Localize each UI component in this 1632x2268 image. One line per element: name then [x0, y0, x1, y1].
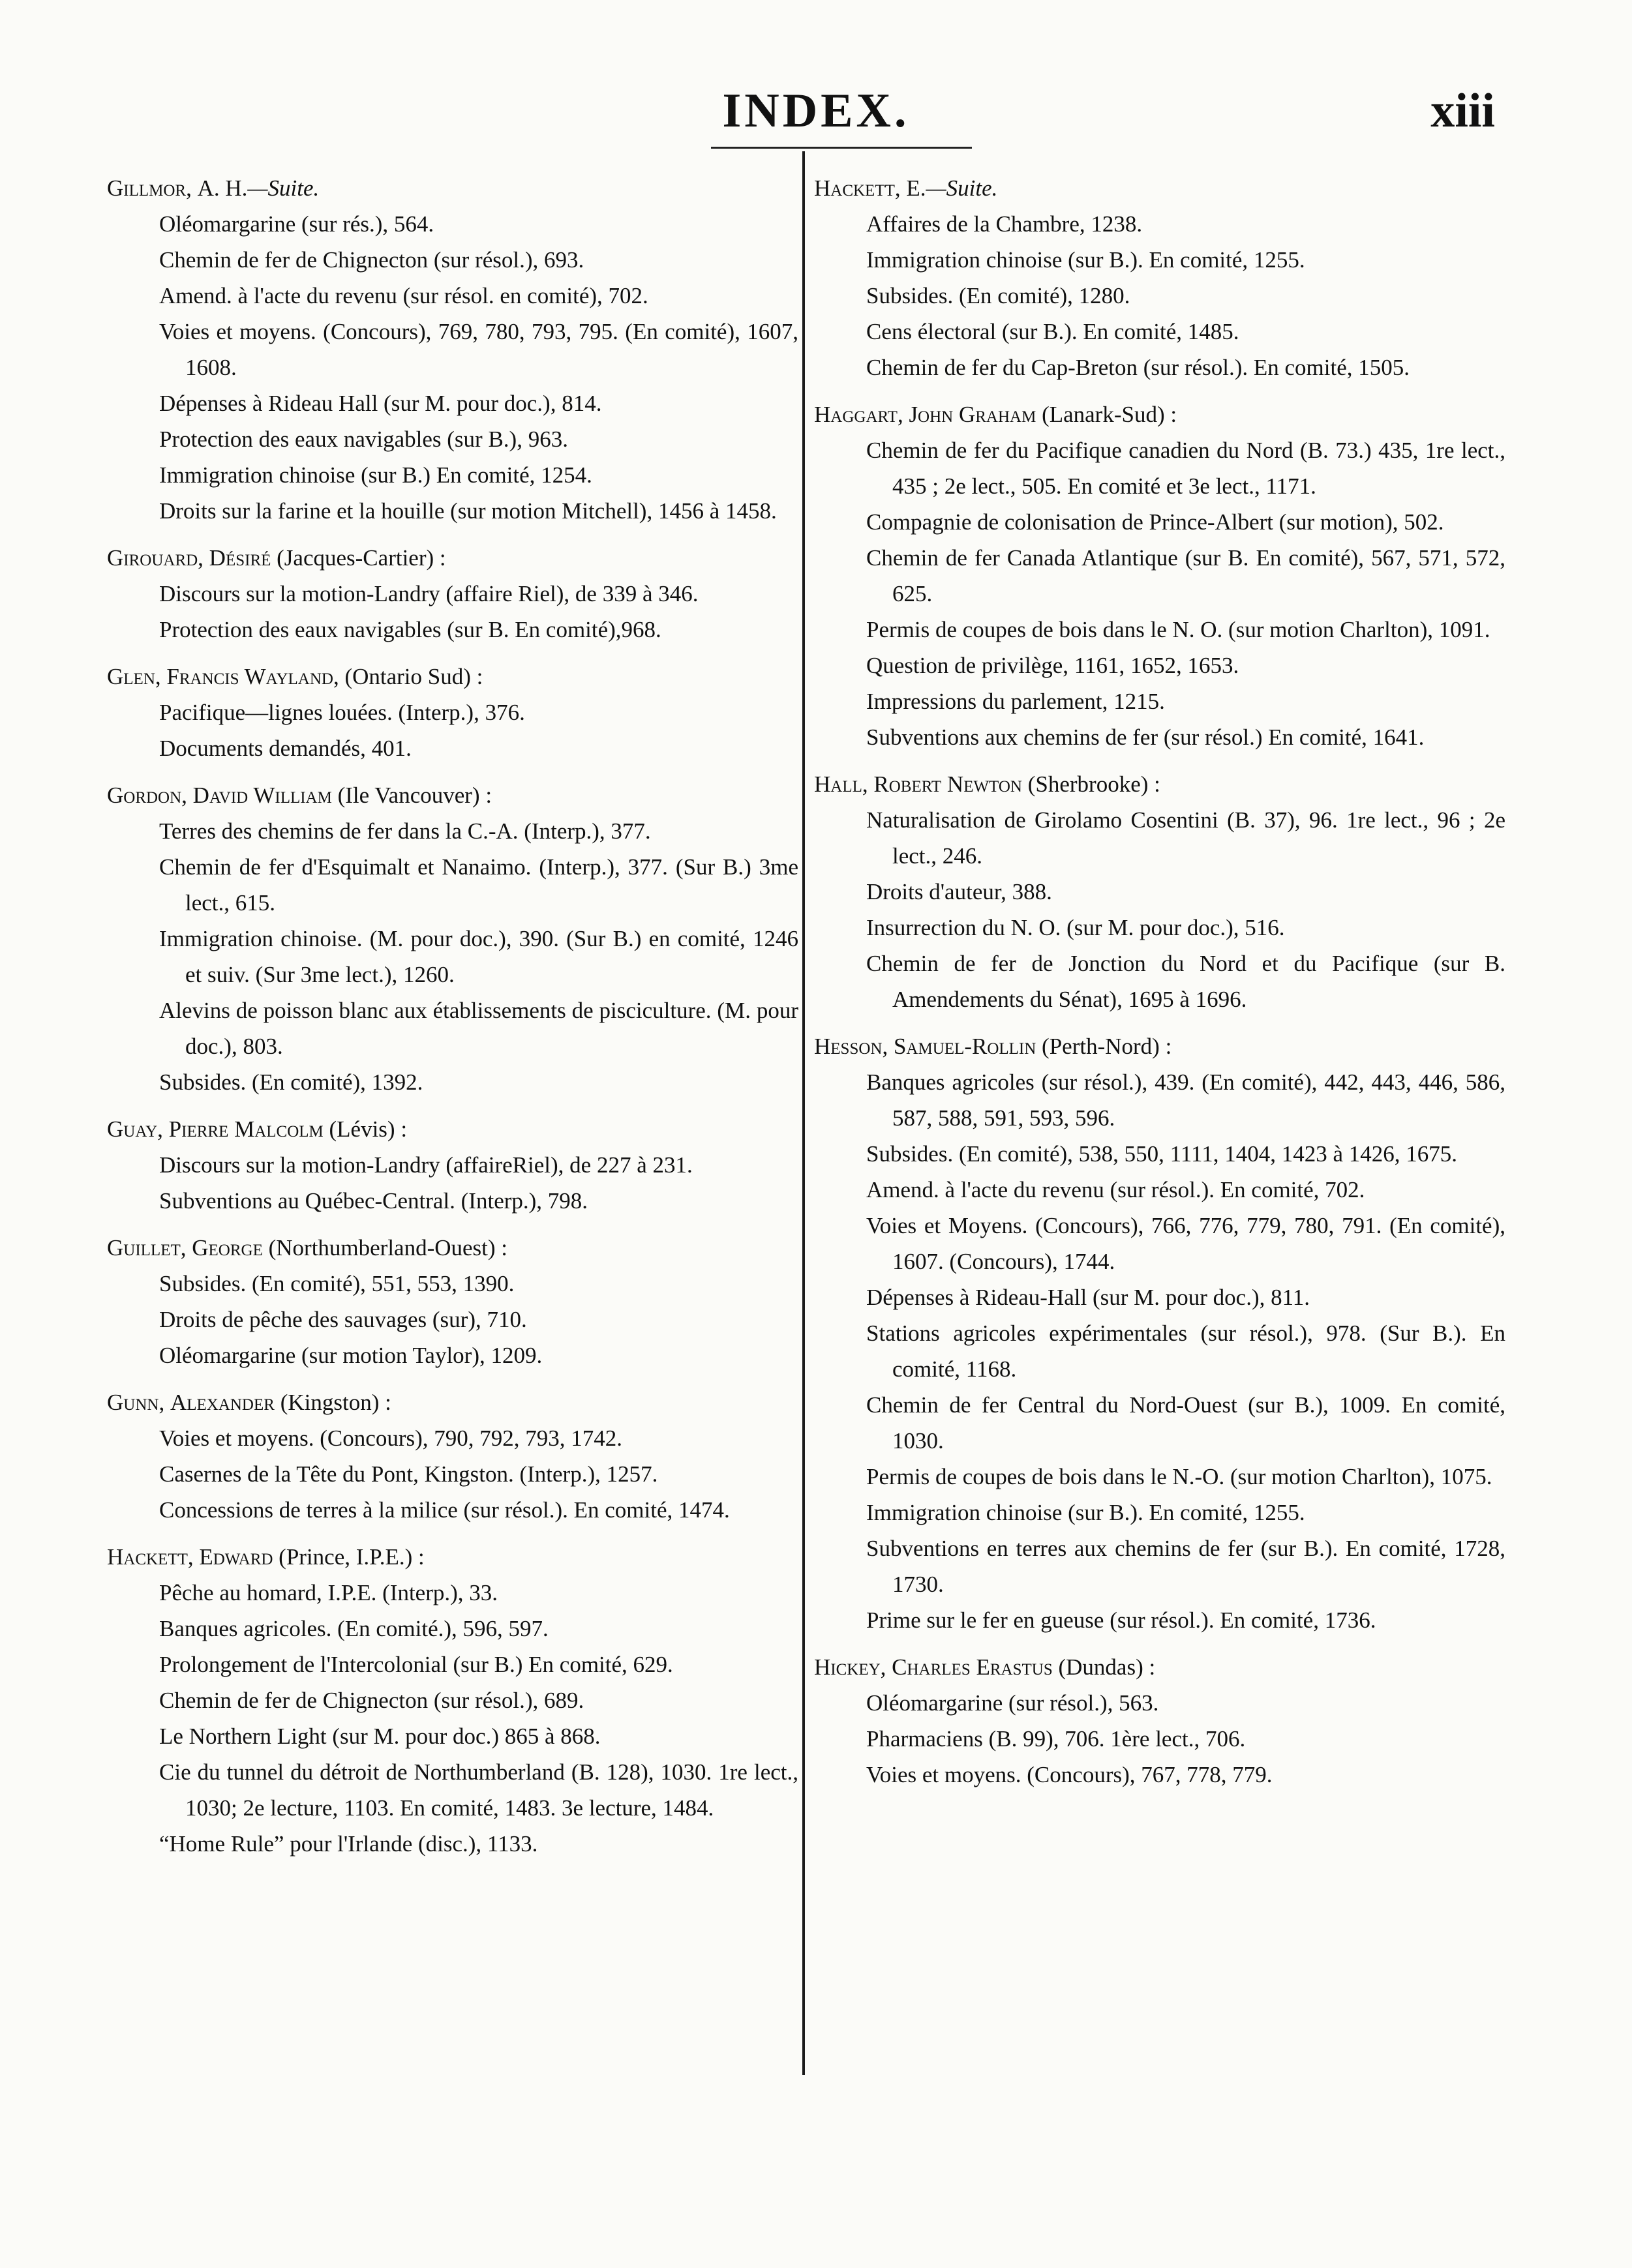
entry-heading: Gillmor, A. H.—Suite. [107, 175, 320, 201]
entry-heading: Hackett, E.—Suite. [814, 175, 998, 201]
entry-given-name: A. H. [197, 175, 248, 201]
entry-given-name: E. [906, 175, 926, 201]
page-title: INDEX. [722, 84, 910, 138]
entry-suffix: —Suite. [247, 175, 320, 201]
entry-item: Pharmaciens (B. 99), 706. 1ère lect., 706. [866, 1726, 1246, 1752]
entry-suffix: (Dundas) : [1052, 1654, 1156, 1680]
entry-item: Pêche au homard, I.P.E. (Interp.), 33. [159, 1580, 498, 1605]
entry-surname: Hackett [107, 1544, 188, 1570]
entry-item: Chemin de fer d'Esquimalt et Nanaimo. (Interp.), 377. (Sur B.) 3me lect., 615. [159, 854, 798, 916]
entry-surname: Hickey [814, 1654, 881, 1680]
entry-item: Subventions aux chemins de fer (sur résol.) En comité, 1641. [866, 724, 1425, 750]
entry-item: Protection des eaux navigables (sur B. En comité),968. [159, 617, 661, 642]
index-entry [814, 1029, 1505, 1638]
entry-item: Voies et Moyens. (Concours), 766, 776, 779, 780, 791. (En comité), 1607. (Concours), 1744. [866, 1213, 1505, 1274]
page-number: xiii [1430, 84, 1495, 138]
entry-item: Impressions du parlement, 1215. [866, 689, 1165, 714]
index-entry [107, 1385, 798, 1528]
entry-given-name: Désiré [209, 545, 271, 571]
entry-item: Droits sur la farine et la houille (sur motion Mitchell), 1456 à 1458. [159, 498, 777, 524]
entry-item: Chemin de fer de Chignecton (sur résol.), 689. [159, 1688, 584, 1713]
index-entry [107, 1231, 798, 1373]
entry-heading: Hall, Robert Newton (Sherbrooke) : [814, 771, 1160, 797]
header-rule [711, 147, 972, 149]
entry-item: Oléomargarine (sur rés.), 564. [159, 211, 434, 237]
entry-given-name: Samuel-Rollin [893, 1034, 1036, 1059]
entry-given-name: David William [192, 783, 332, 808]
entry-heading: Gordon, David William (Ile Vancouver) : [107, 783, 492, 808]
entry-item: Chemin de fer Central du Nord-Ouest (sur B.), 1009. En comité, 1030. [866, 1392, 1505, 1454]
entry-suffix: (Kingston) : [274, 1390, 391, 1415]
entry-surname: Girouard [107, 545, 198, 571]
right-column [814, 171, 1505, 1804]
entry-given-name: Charles Erastus [892, 1654, 1053, 1680]
entry-item: “Home Rule” pour l'Irlande (disc.), 1133. [159, 1831, 538, 1857]
entry-heading: Hackett, Edward (Prince, I.P.E.) : [107, 1544, 425, 1570]
entry-heading: Girouard, Désiré (Jacques-Cartier) : [107, 545, 446, 571]
entry-surname: Gunn [107, 1390, 159, 1415]
index-entry [107, 659, 798, 766]
entry-item: Dépenses à Rideau-Hall (sur M. pour doc.), 811. [866, 1285, 1310, 1310]
index-entry [107, 778, 798, 1100]
entry-suffix: (Lévis) : [323, 1116, 408, 1142]
entry-item: Le Northern Light (sur M. pour doc.) 865 à 868. [159, 1723, 601, 1749]
index-entry [107, 171, 798, 529]
entry-item: Concessions de terres à la milice (sur résol.). En comité, 1474. [159, 1497, 730, 1523]
entry-item: Droits d'auteur, 388. [866, 879, 1052, 904]
entry-item: Prime sur le fer en gueuse (sur résol.). En comité, 1736. [866, 1607, 1376, 1633]
index-entry [814, 1650, 1505, 1793]
entry-suffix: (Sherbrooke) : [1022, 771, 1160, 797]
entry-heading: Hickey, Charles Erastus (Dundas) : [814, 1654, 1156, 1680]
entry-item: Protection des eaux navigables (sur B.), 963. [159, 426, 568, 452]
entry-suffix: (Northumberland-Ouest) : [262, 1235, 508, 1261]
entry-item: Subventions au Québec-Central. (Interp.), 798. [159, 1188, 588, 1214]
entry-suffix: (Jacques-Cartier) : [271, 545, 446, 571]
entry-item: Casernes de la Tête du Pont, Kingston. (Interp.), 1257. [159, 1461, 658, 1487]
entry-item: Voies et moyens. (Concours), 769, 780, 793, 795. (En comité), 1607, 1608. [159, 319, 798, 380]
entry-item: Stations agricoles expérimentales (sur résol.), 978. (Sur B.). En comité, 1168. [866, 1321, 1505, 1382]
entry-suffix: —Suite. [926, 175, 998, 201]
entry-item: Discours sur la motion-Landry (affaireRiel), de 227 à 231. [159, 1152, 693, 1178]
entry-item: Insurrection du N. O. (sur M. pour doc.), 516. [866, 915, 1285, 940]
entry-item: Chemin de fer du Cap-Breton (sur résol.). En comité, 1505. [866, 355, 1410, 380]
entry-suffix: , (Ontario Sud) : [333, 664, 483, 689]
entry-item: Immigration chinoise (sur B.). En comité, 1255. [866, 247, 1305, 273]
entry-item: Naturalisation de Girolamo Cosentini (B. 37), 96. 1re lect., 96 ; 2e lect., 246. [866, 807, 1505, 869]
entry-suffix: (Lanark-Sud) : [1036, 402, 1177, 427]
entry-item: Subsides. (En comité), 538, 550, 1111, 1404, 1423 à 1426, 1675. [866, 1141, 1458, 1167]
entry-item: Pacifique—lignes louées. (Interp.), 376. [159, 700, 525, 725]
entry-item: Immigration chinoise (sur B.). En comité, 1255. [866, 1500, 1305, 1525]
entry-suffix: (Prince, I.P.E.) : [273, 1544, 425, 1570]
left-column [107, 171, 798, 1873]
entry-surname: Guay [107, 1116, 158, 1142]
column-divider [802, 151, 805, 2075]
entry-item: Permis de coupes de bois dans le N. O. (sur motion Charlton), 1091. [866, 617, 1490, 642]
entry-heading: Gunn, Alexander (Kingston) : [107, 1390, 391, 1415]
entry-given-name: Robert Newton [873, 771, 1022, 797]
entry-item: Subsides. (En comité), 1392. [159, 1069, 423, 1095]
entry-item: Cens électoral (sur B.). En comité, 1485. [866, 319, 1239, 344]
entry-given-name: John Graham [909, 402, 1036, 427]
entry-item: Alevins de poisson blanc aux établissements de pisciculture. (M. pour doc.), 803. [159, 998, 798, 1059]
entry-item: Permis de coupes de bois dans le N.-O. (sur motion Charlton), 1075. [866, 1464, 1492, 1489]
entry-given-name: Pierre Malcolm [168, 1116, 324, 1142]
entry-item: Voies et moyens. (Concours), 790, 792, 793, 1742. [159, 1425, 622, 1451]
entry-item: Chemin de fer de Jonction du Nord et du Pacifique (sur B. Amendements du Sénat), 1695 à 1696. [866, 951, 1505, 1012]
entry-item: Amend. à l'acte du revenu (sur résol. en comité), 702. [159, 283, 648, 308]
index-entry [107, 1540, 798, 1862]
index-entry [107, 541, 798, 648]
entry-heading: Glen, Francis Wayland, (Ontario Sud) : [107, 664, 483, 689]
index-entry [814, 171, 1505, 385]
entry-surname: Guillet [107, 1235, 181, 1261]
entry-item: Oléomargarine (sur résol.), 563. [866, 1690, 1159, 1716]
entry-item: Subventions en terres aux chemins de fer (sur B.). En comité, 1728, 1730. [866, 1536, 1505, 1597]
entry-item: Question de privilège, 1161, 1652, 1653. [866, 653, 1239, 678]
entry-item: Documents demandés, 401. [159, 736, 412, 761]
entry-surname: Gillmor [107, 175, 187, 201]
entry-item: Chemin de fer Canada Atlantique (sur B. En comité), 567, 571, 572, 625. [866, 545, 1505, 606]
entry-item: Dépenses à Rideau Hall (sur M. pour doc.), 814. [159, 391, 602, 416]
entry-item: Discours sur la motion-Landry (affaire Riel), de 339 à 346. [159, 581, 699, 606]
entry-item: Subsides. (En comité), 551, 553, 1390. [159, 1271, 515, 1296]
entry-item: Banques agricoles. (En comité.), 596, 597. [159, 1616, 549, 1641]
entry-item: Oléomargarine (sur motion Taylor), 1209. [159, 1343, 543, 1368]
entry-surname: Hesson [814, 1034, 883, 1059]
entry-heading: Haggart, John Graham (Lanark-Sud) : [814, 402, 1177, 427]
index-entry [814, 767, 1505, 1017]
entry-surname: Hackett [814, 175, 895, 201]
entry-item: Prolongement de l'Intercolonial (sur B.) En comité, 629. [159, 1652, 673, 1677]
entry-given-name: George [192, 1235, 263, 1261]
entry-item: Cie du tunnel du détroit de Northumberland (B. 128), 1030. 1re lect., 1030; 2e lecture, 1103. En comité, 1483. 3e lecture, 1484. [159, 1759, 798, 1821]
entry-item: Droits de pêche des sauvages (sur), 710. [159, 1307, 527, 1332]
index-entry [107, 1112, 798, 1219]
entry-surname: Haggart [814, 402, 898, 427]
entry-item: Compagnie de colonisation de Prince-Albert (sur motion), 502. [866, 509, 1444, 535]
entry-item: Banques agricoles (sur résol.), 439. (En comité), 442, 443, 446, 586, 587, 588, 591, 593, 596. [866, 1069, 1505, 1131]
entry-surname: Hall [814, 771, 862, 797]
entry-item: Terres des chemins de fer dans la C.-A. (Interp.), 377. [159, 818, 651, 844]
entry-given-name: Edward [199, 1544, 273, 1570]
entry-item: Amend. à l'acte du revenu (sur résol.). En comité, 702. [866, 1177, 1365, 1202]
entry-item: Immigration chinoise (sur B.) En comité, 1254. [159, 462, 592, 488]
entry-item: Subsides. (En comité), 1280. [866, 283, 1130, 308]
entry-suffix: (Perth-Nord) : [1036, 1034, 1172, 1059]
entry-item: Immigration chinoise. (M. pour doc.), 390. (Sur B.) en comité, 1246 et suiv. (Sur 3me lect.), 1260. [159, 926, 798, 987]
entry-given-name: Alexander [170, 1390, 275, 1415]
entry-item: Voies et moyens. (Concours), 767, 778, 779. [866, 1762, 1273, 1787]
index-entry [814, 397, 1505, 755]
entry-heading: Guillet, George (Northumberland-Ouest) : [107, 1235, 508, 1261]
entry-surname: Gordon [107, 783, 182, 808]
entry-heading: Hesson, Samuel-Rollin (Perth-Nord) : [814, 1034, 1172, 1059]
entry-surname: Glen [107, 664, 155, 689]
entry-item: Chemin de fer de Chignecton (sur résol.), 693. [159, 247, 584, 273]
entry-suffix: (Ile Vancouver) : [331, 783, 492, 808]
entry-item: Affaires de la Chambre, 1238. [866, 211, 1143, 237]
entry-item: Chemin de fer du Pacifique canadien du Nord (B. 73.) 435, 1re lect., 435 ; 2e lect., 505. En comité et 3e lect., 1171. [866, 438, 1505, 499]
entry-heading: Guay, Pierre Malcolm (Lévis) : [107, 1116, 408, 1142]
entry-given-name: Francis Wayland [166, 664, 333, 689]
